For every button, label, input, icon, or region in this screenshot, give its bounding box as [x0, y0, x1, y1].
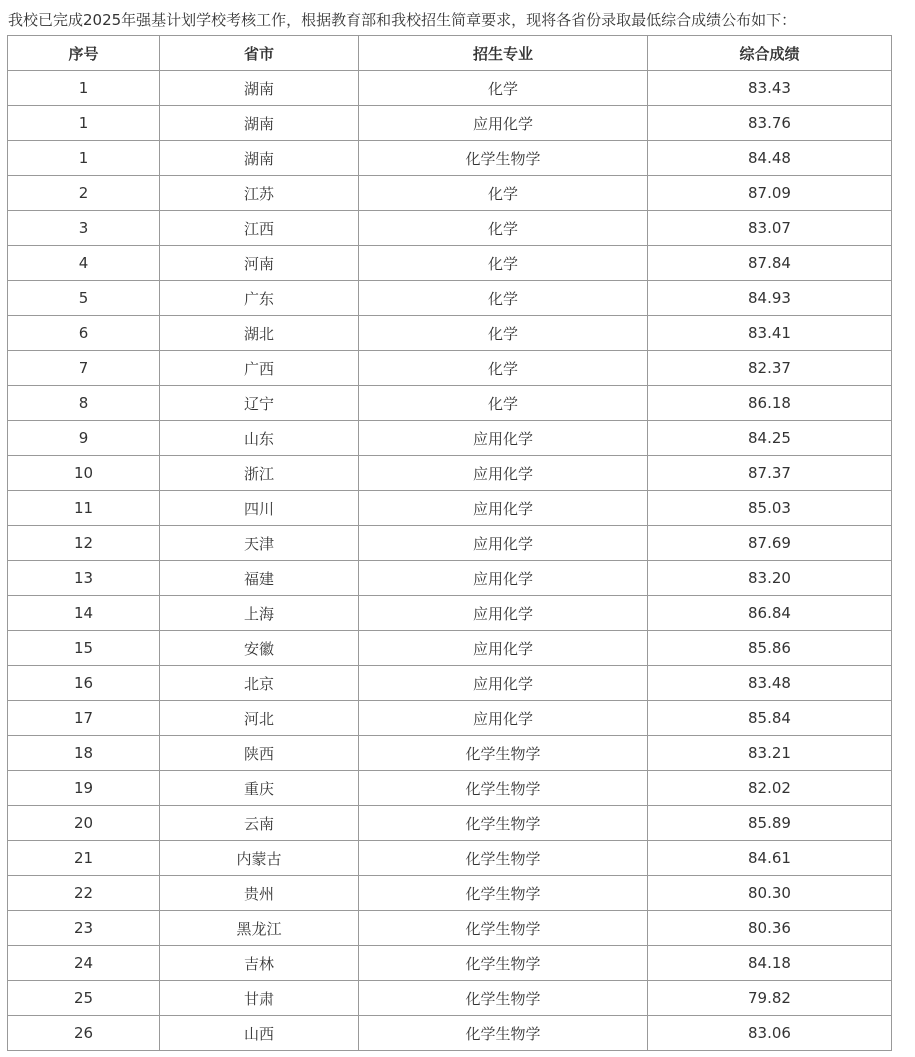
table-header [8, 36, 892, 71]
cell-index: 1 [8, 71, 160, 106]
table-row [8, 71, 892, 106]
cell-score: 83.20 [648, 561, 892, 596]
table-row [8, 526, 892, 561]
cell-province: 上海 [160, 596, 359, 631]
cell-score: 84.48 [648, 141, 892, 176]
cell-province: 重庆 [160, 771, 359, 806]
cell-score: 84.93 [648, 281, 892, 316]
cell-score: 82.37 [648, 351, 892, 386]
cell-index: 14 [8, 596, 160, 631]
cell-province: 河北 [160, 701, 359, 736]
table-row [8, 946, 892, 981]
cell-province: 江西 [160, 211, 359, 246]
cell-score: 83.48 [648, 666, 892, 701]
cell-province: 云南 [160, 806, 359, 841]
table-row [8, 666, 892, 701]
table-row [8, 281, 892, 316]
cell-major: 应用化学 [359, 596, 648, 631]
table-row [8, 1016, 892, 1051]
cell-major: 化学 [359, 316, 648, 351]
cell-province: 甘肃 [160, 981, 359, 1016]
table-row [8, 141, 892, 176]
table-row [8, 736, 892, 771]
cell-province: 内蒙古 [160, 841, 359, 876]
cell-score: 80.36 [648, 911, 892, 946]
cell-major: 化学生物学 [359, 981, 648, 1016]
cell-major: 化学生物学 [359, 946, 648, 981]
cell-score: 83.41 [648, 316, 892, 351]
cell-score: 84.18 [648, 946, 892, 981]
cell-index: 9 [8, 421, 160, 456]
cell-province: 吉林 [160, 946, 359, 981]
cell-index: 3 [8, 211, 160, 246]
table-row [8, 316, 892, 351]
cell-province: 陕西 [160, 736, 359, 771]
table-row [8, 561, 892, 596]
cell-major: 化学生物学 [359, 841, 648, 876]
cell-score: 86.84 [648, 596, 892, 631]
cell-major: 应用化学 [359, 456, 648, 491]
cell-score: 83.07 [648, 211, 892, 246]
cell-province: 贵州 [160, 876, 359, 911]
cell-major: 化学生物学 [359, 1016, 648, 1051]
cell-score: 83.21 [648, 736, 892, 771]
cell-score: 84.25 [648, 421, 892, 456]
cell-major: 化学 [359, 246, 648, 281]
cell-major: 化学生物学 [359, 876, 648, 911]
cell-score: 80.30 [648, 876, 892, 911]
cell-province: 天津 [160, 526, 359, 561]
cell-score: 85.86 [648, 631, 892, 666]
header-score: 综合成绩 [648, 36, 892, 71]
cell-major: 化学生物学 [359, 771, 648, 806]
cell-province: 广西 [160, 351, 359, 386]
header-row [8, 36, 892, 71]
cell-index: 23 [8, 911, 160, 946]
table-row [8, 596, 892, 631]
table-row [8, 386, 892, 421]
cell-index: 13 [8, 561, 160, 596]
cell-province: 河南 [160, 246, 359, 281]
cell-province: 浙江 [160, 456, 359, 491]
cell-index: 5 [8, 281, 160, 316]
table-row [8, 701, 892, 736]
cell-score: 79.82 [648, 981, 892, 1016]
cell-index: 10 [8, 456, 160, 491]
cell-major: 应用化学 [359, 561, 648, 596]
cell-index: 6 [8, 316, 160, 351]
table-row [8, 456, 892, 491]
cell-index: 19 [8, 771, 160, 806]
table-row [8, 876, 892, 911]
table-row [8, 351, 892, 386]
cell-index: 11 [8, 491, 160, 526]
cell-score: 85.03 [648, 491, 892, 526]
cell-score: 83.76 [648, 106, 892, 141]
cell-score: 83.06 [648, 1016, 892, 1051]
cell-major: 化学 [359, 176, 648, 211]
cell-score: 85.89 [648, 806, 892, 841]
cell-major: 应用化学 [359, 666, 648, 701]
cell-index: 22 [8, 876, 160, 911]
cell-province: 辽宁 [160, 386, 359, 421]
table-row [8, 806, 892, 841]
cell-score: 85.84 [648, 701, 892, 736]
table-row [8, 911, 892, 946]
table-body [8, 71, 892, 1051]
cell-score: 84.61 [648, 841, 892, 876]
cell-major: 化学生物学 [359, 911, 648, 946]
table-row [8, 491, 892, 526]
cell-index: 1 [8, 141, 160, 176]
table-row [8, 771, 892, 806]
cell-index: 4 [8, 246, 160, 281]
cell-major: 化学生物学 [359, 736, 648, 771]
cell-index: 25 [8, 981, 160, 1016]
admission-scores-table [7, 35, 892, 1051]
table-row [8, 631, 892, 666]
cell-major: 化学 [359, 281, 648, 316]
header-major: 招生专业 [359, 36, 648, 71]
intro-paragraph: 我校已完成2025年强基计划学校考核工作，根据教育部和我校招生简章要求，现将各省份录取最低综合成绩公布如下： [8, 11, 797, 29]
cell-index: 26 [8, 1016, 160, 1051]
cell-province: 黑龙江 [160, 911, 359, 946]
cell-province: 安徽 [160, 631, 359, 666]
cell-province: 广东 [160, 281, 359, 316]
cell-major: 应用化学 [359, 106, 648, 141]
cell-index: 7 [8, 351, 160, 386]
cell-score: 83.43 [648, 71, 892, 106]
cell-province: 湖北 [160, 316, 359, 351]
cell-index: 12 [8, 526, 160, 561]
cell-index: 18 [8, 736, 160, 771]
cell-province: 湖南 [160, 71, 359, 106]
cell-score: 86.18 [648, 386, 892, 421]
cell-province: 福建 [160, 561, 359, 596]
cell-province: 山西 [160, 1016, 359, 1051]
table-row [8, 841, 892, 876]
cell-index: 21 [8, 841, 160, 876]
header-province: 省市 [160, 36, 359, 71]
cell-score: 87.84 [648, 246, 892, 281]
cell-province: 江苏 [160, 176, 359, 211]
cell-major: 化学 [359, 71, 648, 106]
cell-major: 应用化学 [359, 701, 648, 736]
cell-major: 应用化学 [359, 491, 648, 526]
cell-major: 化学 [359, 386, 648, 421]
cell-province: 四川 [160, 491, 359, 526]
table-row [8, 176, 892, 211]
cell-major: 应用化学 [359, 631, 648, 666]
cell-major: 应用化学 [359, 526, 648, 561]
cell-index: 16 [8, 666, 160, 701]
cell-major: 化学生物学 [359, 806, 648, 841]
cell-index: 24 [8, 946, 160, 981]
cell-score: 87.37 [648, 456, 892, 491]
cell-index: 17 [8, 701, 160, 736]
cell-province: 山东 [160, 421, 359, 456]
table-row [8, 106, 892, 141]
cell-major: 化学 [359, 351, 648, 386]
cell-major: 化学 [359, 211, 648, 246]
table-row [8, 211, 892, 246]
cell-major: 应用化学 [359, 421, 648, 456]
cell-score: 82.02 [648, 771, 892, 806]
cell-score: 87.09 [648, 176, 892, 211]
cell-province: 湖南 [160, 141, 359, 176]
table-row [8, 421, 892, 456]
table-row [8, 246, 892, 281]
table-row [8, 981, 892, 1016]
cell-index: 20 [8, 806, 160, 841]
cell-province: 湖南 [160, 106, 359, 141]
cell-major: 化学生物学 [359, 141, 648, 176]
cell-index: 8 [8, 386, 160, 421]
cell-index: 2 [8, 176, 160, 211]
header-index: 序号 [8, 36, 160, 71]
cell-score: 87.69 [648, 526, 892, 561]
cell-province: 北京 [160, 666, 359, 701]
cell-index: 1 [8, 106, 160, 141]
cell-index: 15 [8, 631, 160, 666]
